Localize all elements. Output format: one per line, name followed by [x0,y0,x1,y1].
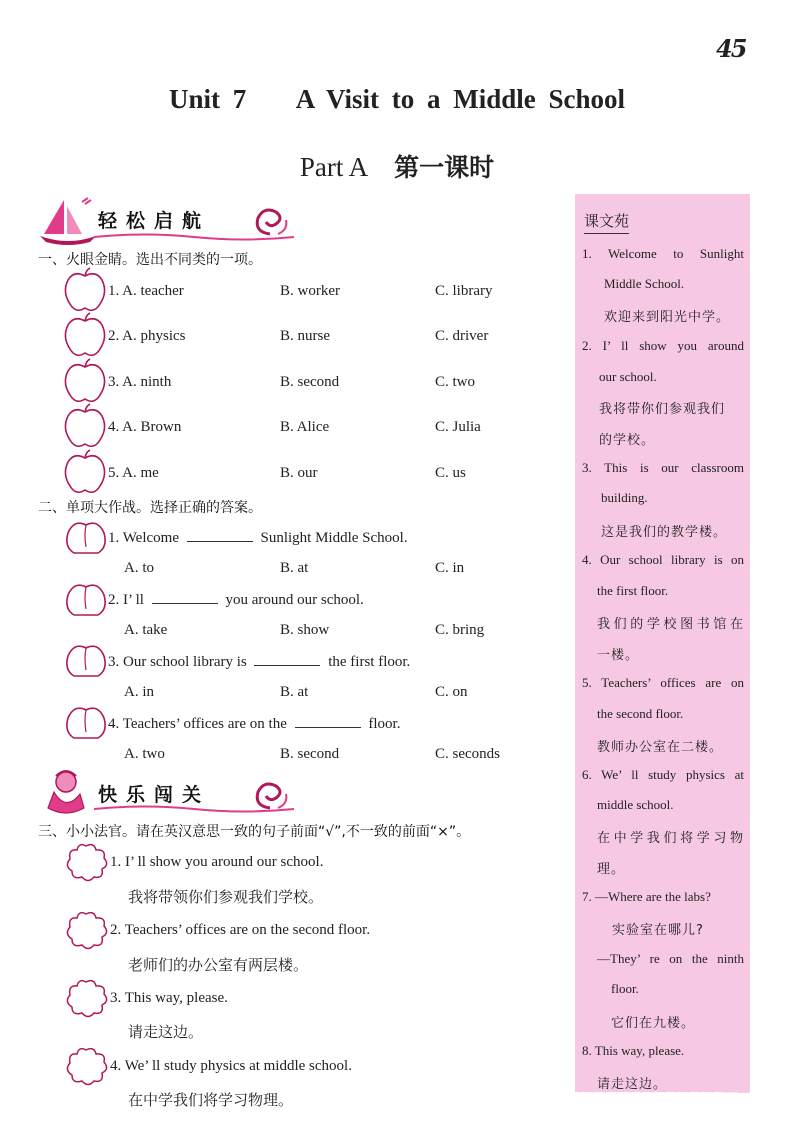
s2-q2-option-a: A. take [124,622,168,638]
answer-blank[interactable] [254,653,320,666]
part-title [0,148,794,184]
section3-heading: 三、小小法官。请在英汉意思一致的句子前面“√”,不一致的前面“×”。 [38,824,471,840]
s2-q4-stem-pre: 4. Teachers’ offices are on the [108,716,287,732]
sidebar-line: 1. Welcome to Sunlight [582,246,744,261]
sidebar-line: middle school. [597,797,674,812]
banner-text-easy-start: 轻松启航 [98,210,211,232]
sidebar-line: Middle School. [604,276,685,291]
s2-q4-stem-post: floor. [368,716,401,732]
section1-heading: 一、火眼金睛。选出不同类的一项。 [38,252,262,268]
sidebar-line: our school. [599,369,657,384]
s1-q3-option-c: C. two [435,374,476,390]
s2-q3-option-b: B. at [280,684,309,700]
sidebar-line: 4. Our school library is on [582,552,744,567]
s3-item4-cn: 在中学我们将学习物理。 [128,1091,294,1109]
s3-item3-en: 3. This way, please. [110,990,228,1006]
s2-q1-stem-pre: 1. Welcome [108,530,179,546]
s1-q4-option-a: 4. A. Brown [108,419,182,435]
apple-icon[interactable] [64,268,106,314]
s2-q4-option-b: B. second [280,746,340,762]
s2-q2-option-b: B. show [280,622,330,638]
sidebar-line: 它们在九楼。 [611,1016,696,1031]
s1-q3-option-b: B. second [280,374,340,390]
s2-q3-stem [108,653,410,671]
swirl-ornament-icon [250,204,290,240]
s2-q4-option-a: A. two [124,746,165,762]
s1-q2-option-a: 2. A. physics [108,328,186,344]
s2-q1-option-b: B. at [280,560,309,576]
s2-q2-stem-post: you around our school. [225,592,364,608]
s2-q1-option-c: C. in [435,560,465,576]
s1-q5-option-a: 5. A. me [108,465,159,481]
sidebar-line: 欢迎来到阳光中学。 [604,310,731,325]
apple-icon[interactable] [64,404,106,450]
s3-item2-cn: 老师们的办公室有两层楼。 [128,956,309,974]
peach-icon[interactable] [64,583,108,619]
s2-q1-stem-post: Sunlight Middle School. [260,530,408,546]
part-label: Part A [299,152,369,182]
s3-item3-cn: 请走这边。 [128,1023,204,1041]
s3-item4-en: 4. We’ ll study physics at middle school. [110,1058,352,1074]
answer-blank[interactable] [187,529,253,542]
sidebar-line: floor. [611,981,639,996]
sidebar-line: 教师办公室在二楼。 [597,740,724,755]
sidebar-line: 3. This is our classroom [582,460,744,475]
sidebar-line: 我们的学校图书馆在 [597,617,744,632]
sidebar-line: 8. This way, please. [582,1043,685,1058]
sidebar-line: 实验室在哪儿? [612,923,704,938]
s1-q2-option-c: C. driver [435,328,489,344]
apple-icon[interactable] [64,450,106,496]
sidebar-line: —They’ re on the ninth [597,951,744,966]
answer-blank[interactable] [152,591,218,604]
peach-icon[interactable] [64,521,108,557]
cartoon-kid-icon [40,768,94,816]
lesson-label: 第一课时 [394,153,495,182]
sidebar-line: 请走这边。 [597,1077,668,1092]
s2-q2-stem-pre: 2. I’ ll [108,592,144,608]
sidebar-line: 5. Teachers’ offices are on [582,675,744,690]
flower-icon[interactable] [64,979,108,1019]
sidebar-line: the first floor. [597,583,669,598]
peach-icon[interactable] [64,706,108,742]
s1-q2-option-b: B. nurse [280,328,330,344]
s1-q1-option-b: B. worker [280,283,340,299]
banner-happy-challenge [38,768,288,814]
s3-item1-cn: 我将带领你们参观我们学校。 [128,888,324,906]
banner-easy-start [38,196,288,242]
s2-q3-option-a: A. in [124,684,154,700]
s2-q2-stem [108,591,364,609]
sidebar-line: 6. We’ ll study physics at [582,767,744,782]
sidebar-line: 7. —Where are the labs? [582,889,711,904]
peach-icon[interactable] [64,644,108,680]
page-number: 45 [716,34,746,63]
swirl-ornament-icon [250,778,290,814]
s2-q3-option-c: C. on [435,684,468,700]
sidebar-line: 一楼。 [597,648,640,663]
answer-blank[interactable] [295,715,361,728]
s1-q1-option-c: C. library [435,283,493,299]
apple-icon[interactable] [64,359,106,405]
s3-item2-en: 2. Teachers’ offices are on the second floor. [110,922,371,938]
s1-q3-option-a: 3. A. ninth [108,374,172,390]
sidebar-line: the second floor. [597,706,684,721]
s2-q3-stem-pre: 3. Our school library is [108,654,247,670]
flower-icon[interactable] [64,911,108,951]
flower-icon[interactable] [64,843,108,883]
s1-q5-option-c: C. us [435,465,466,481]
sailboat-icon [38,196,98,244]
sidebar-heading: 课文苑 [584,210,629,234]
sidebar-line: 这是我们的教学楼。 [601,525,728,540]
section2-heading: 二、单项大作战。选择正确的答案。 [38,500,262,516]
s2-q4-option-c: C. seconds [435,746,500,762]
banner-text-happy-challenge: 快乐闯关 [98,784,211,806]
s2-q1-option-a: A. to [124,560,154,576]
s1-q5-option-b: B. our [280,465,318,481]
sidebar-line: 2. I’ ll show you around [582,338,744,353]
sidebar-line: 的学校。 [599,433,656,448]
flower-icon[interactable] [64,1047,108,1087]
sidebar-line: building. [601,490,648,505]
sidebar-line: 理。 [597,862,626,877]
s1-q4-option-b: B. Alice [280,419,330,435]
s3-item1-en: 1. I’ ll show you around our school. [110,854,324,870]
s2-q3-stem-post: the first floor. [328,654,411,670]
unit-title: Unit 7 A Visit to a Middle School [168,84,626,114]
s1-q4-option-c: C. Julia [435,419,481,435]
sidebar-line: 在中学我们将学习物 [597,831,744,846]
s2-q4-stem [108,715,400,733]
s2-q2-option-c: C. bring [435,622,485,638]
s1-q1-option-a: 1. A. teacher [108,283,184,299]
s2-q1-stem [108,529,408,547]
sidebar-line: 我将带你们参观我们 [599,402,726,417]
apple-icon[interactable] [64,313,106,359]
